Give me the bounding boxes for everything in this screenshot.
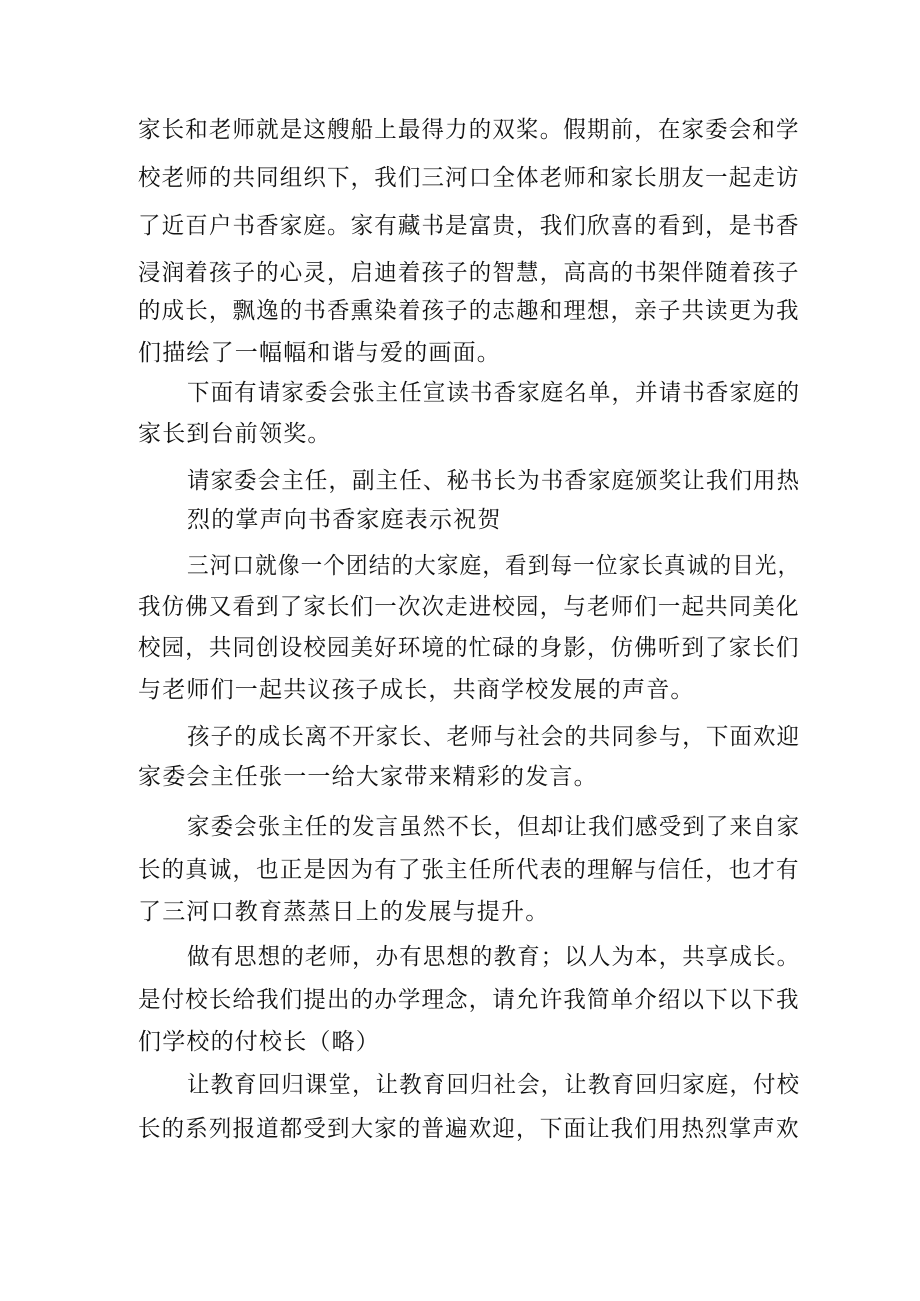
text-line: 长的真诚，也正是因为有了张主任所代表的理解与信任，也才有 bbox=[138, 857, 800, 883]
text-line: 三河口就像一个团结的大家庭，看到每一位家长真诚的目光， bbox=[187, 553, 801, 579]
text-line: 做有思想的老师，办有思想的教育；以人为本，共享成长。 bbox=[187, 944, 801, 970]
text-line: 了三河口教育蒸蒸日上的发展与提升。 bbox=[138, 899, 550, 925]
text-line: 浸润着孩子的心灵，启迪着孩子的智慧，高高的书架伴随着孩子 bbox=[138, 260, 800, 286]
text-line: 长的系列报道都受到大家的普遍欢迎，下面让我们用热烈掌声欢 bbox=[138, 1116, 800, 1142]
text-line: 烈的掌声向书香家庭表示祝贺 bbox=[187, 507, 502, 533]
text-line: 我仿佛又看到了家长们一次次走进校园，与老师们一起共同美化 bbox=[138, 594, 800, 620]
text-line: 了近百户书香家庭。家有藏书是富贵，我们欣喜的看到，是书香 bbox=[138, 213, 800, 239]
text-line: 的成长，飘逸的书香熏染着孩子的志趣和理想，亲子共读更为我 bbox=[138, 298, 800, 324]
text-line: 下面有请家委会张主任宣读书香家庭名单，并请书香家庭的 bbox=[187, 380, 801, 406]
text-line: 是付校长给我们提出的办学理念，请允许我简单介绍以下以下我 bbox=[138, 987, 800, 1013]
text-line: 家长和老师就是这艘船上最得力的双桨。假期前，在家委会和学 bbox=[138, 117, 800, 143]
text-line: 让教育回归课堂，让教育回归社会，让教育回归家庭，付校 bbox=[187, 1072, 801, 1098]
text-line: 孩子的成长离不开家长、老师与社会的共同参与，下面欢迎 bbox=[187, 724, 801, 750]
text-line: 校老师的共同组织下，我们三河口全体老师和家长朋友一起走访 bbox=[138, 165, 800, 191]
text-line: 校园，共同创设校园美好环境的忙碌的身影，仿佛听到了家长们 bbox=[138, 635, 800, 661]
text-line: 家委会张主任的发言虽然不长，但却让我们感受到了来自家 bbox=[187, 814, 801, 840]
text-line: 们学校的付校长（略） bbox=[138, 1029, 380, 1055]
text-line: 家委会主任张一一给大家带来精彩的发言。 bbox=[138, 764, 598, 790]
text-line: 与老师们一起共议孩子成长，共商学校发展的声音。 bbox=[138, 677, 695, 703]
text-line: 家长到台前领奖。 bbox=[138, 421, 332, 447]
text-line: 们描绘了一幅幅和谐与爱的画面。 bbox=[138, 340, 501, 366]
text-line: 请家委会主任，副主任、秘书长为书香家庭颁奖让我们用热 bbox=[187, 468, 801, 494]
